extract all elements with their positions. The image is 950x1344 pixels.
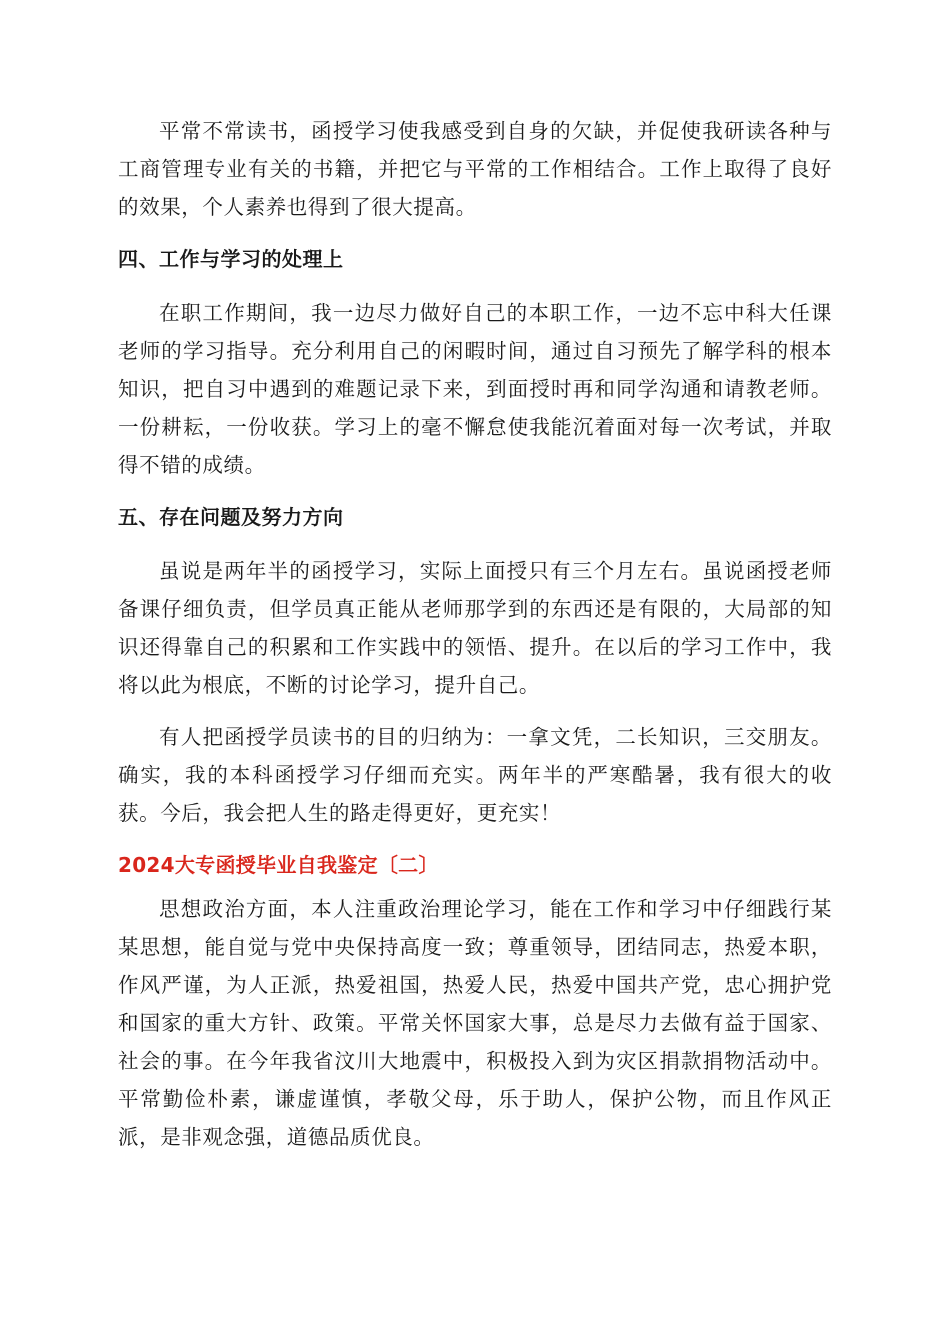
body-paragraph-4: 有人把函授学员读书的目的归纳为：一拿文凭，二长知识，三交朋友。确实，我的本科函授学习仔细而充实。两年半的严寒酷暑，我有很大的收获。今后，我会把人生的路走得更好，更充实！ (118, 725, 832, 825)
section-heading-4: 四、工作与学习的处理上 (118, 247, 344, 271)
body-paragraph-2: 在职工作期间，我一边尽力做好自己的本职工作，一边不忘中科大任课老师的学习指导。充分利用自己的闲暇时间，通过自习预先了解学科的根本知识，把自习中遇到的难题记录下来，到面授时再和同学沟通和请教老师。一份耕耘，一份收获。学习上的毫不懈怠使我能沉着面对每一次考试，并取得不错的成绩。 (118, 301, 832, 477)
body-paragraph-1: 平常不常读书，函授学习使我感受到自身的欠缺，并促使我研读各种与工商管理专业有关的书籍，并把它与平常的工作相结合。工作上取得了良好的效果，个人素养也得到了很大提高。 (118, 119, 832, 219)
red-section-title: 2024大专函授毕业自我鉴定〔二〕 (118, 853, 439, 877)
body-paragraph-3: 虽说是两年半的函授学习，实际上面授只有三个月左右。虽说函授老师备课仔细负责，但学员真正能从老师那学到的东西还是有限的，大局部的知识还得靠自己的积累和工作实践中的领悟、提升。在以后的学习工作中，我将以此为根底，不断的讨论学习，提升自己。 (118, 559, 832, 697)
section-heading-5: 五、存在问题及努力方向 (118, 505, 344, 529)
document-page (118, 112, 832, 1156)
body-paragraph-5: 思想政治方面，本人注重政治理论学习，能在工作和学习中仔细践行某某思想，能自觉与党中央保持高度一致；尊重领导，团结同志，热爱本职，作风严谨，为人正派，热爱祖国，热爱人民，热爱中国共产党，忠心拥护党和国家的重大方针、政策。平常关怀国家大事，总是尽力去做有益于国家、社会的事。在今年我省汶川大地震中，积极投入到为灾区捐款捐物活动中。平常勤俭朴素，谦虚谨慎，孝敬父母，乐于助人，保护公物，而且作风正派，是非观念强，道德品质优良。 (118, 897, 832, 1149)
